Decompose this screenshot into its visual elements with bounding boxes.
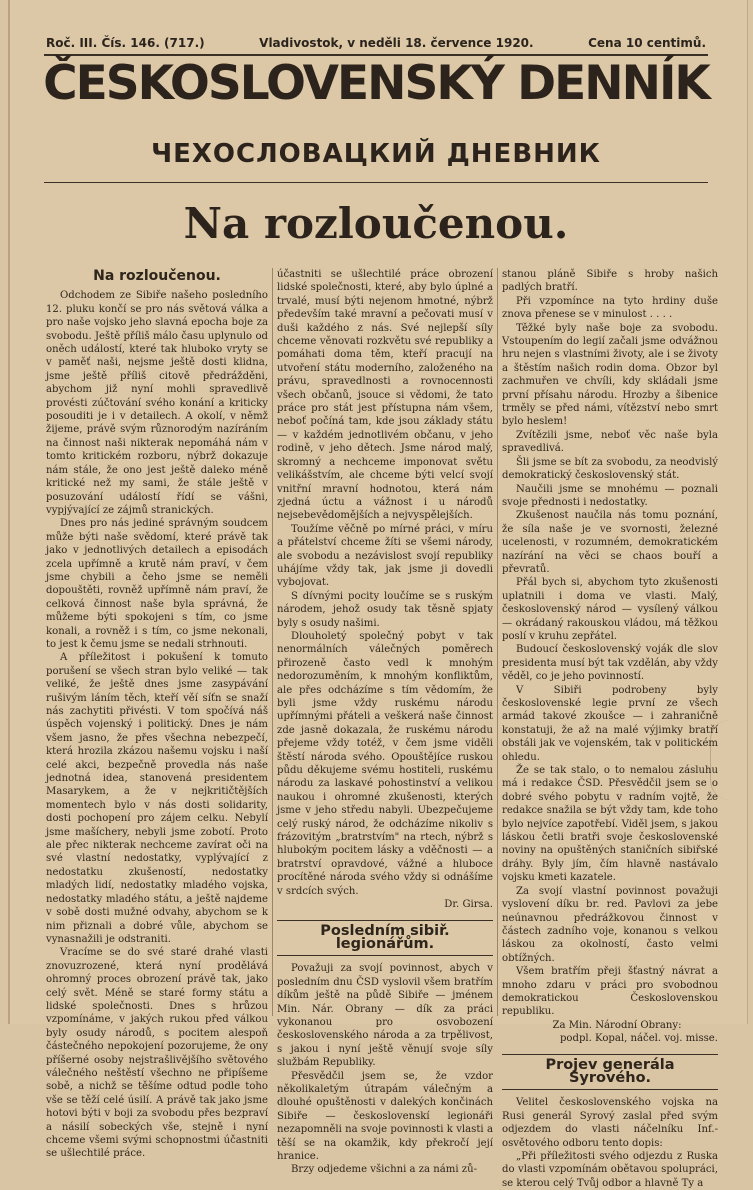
paragraph: Přesvědčil jsem se, že vzdor několikaletým útrapám válečným a dlouhé opuštěnosti v dalekých končinách Sibiře — československí legionáři nezapomněli na svoje povinnosti k vlasti a těší se na okamžik, kdy překročí její hranice. <box>277 1070 493 1162</box>
paragraph: Zvítězili jsme, neboť věc naše byla spravedlivá. <box>502 429 718 455</box>
paragraph: Zkušenost naučila nás tomu poznání, že síla naše je ve svornosti, železné ucelenosti, v rozumném, demokratickém nazírání na věci se chaos bouří a převratů. <box>502 510 718 575</box>
column-divider <box>272 268 273 1016</box>
newspaper-title: ČESKOSLOVENSKÝ DENNÍK <box>43 56 709 111</box>
paragraph: Těžké byly naše boje za svobodu. Vstoupením do legií začali jsme odvážnou hru nejen s vlastními životy, ale i se životy a štěstím našich rodin doma. Obzor byl zachmuřen ve chvíli, kdy skládali jsme první přísahu národu. Hrozby a šibenice trměly se před námi, vítězství nebo smrt bylo heslem! <box>502 322 718 428</box>
paragraph: Budoucí československý voják dle slov presidenta musí být tak vzdělán, aby vždy věděl, co je jeho povinností. <box>502 644 718 683</box>
paragraph: Při vzpomínce na tyto hrdiny duše znova přenese se v minulost . . . . <box>502 295 718 321</box>
paragraph: Velitel československého vojska na Rusi generál Syrový zaslal před svým odjezdem do vlasti náčelníku Inf.-osvětového odboru tento dopis: <box>502 1097 718 1149</box>
signature-line: Za Min. Národní Obrany: <box>552 1019 682 1031</box>
paragraph: Odchodem ze Sibiře našeho posledního 12. pluku končí se pro nás světová válka a pro naše vojsko jeho slavná epocha boje za svobodu. Ještě příliš málo času uplynulo od oněch událostí, které tak hluboko vryty se v paměť naši, nejsme ještě dosti klidna, jsme ještě příliš citově předrážděni, abychom již nyní mohli spravedlivě provésti zúčtování svého konání a kriticky posouditi je i v detailech. A okolí, v němž žijeme, právě svým různorodým nazíráním na činnost naši nikterak nepomáhá nám v tomto kritickém rozboru, nýbrž dokazuje nám stále, že ono jest ještě daleko méně kritické než my sami, že stále ještě v posuzování událostí řídí se vášni, vypjývající ze zájmů stranických. <box>46 290 268 516</box>
paragraph: Toužíme věčně po mírné práci, v míru a přátelství chceme žíti se všemi národy, ale svobodu a nezávislost svojí republiky uhájíme vždy tak, jak jsme ji dovedli vybojovat. <box>277 523 493 589</box>
masthead-line <box>46 34 706 52</box>
title-rule <box>44 182 708 183</box>
newspaper-subtitle: ЧЕХОСЛОВАЦКИЙ ДНЕВНИК <box>151 139 601 169</box>
paragraph: Brzy odjedeme všichni a za námi zů- <box>291 1164 478 1176</box>
paragraph: S dívnými pocity loučíme se s ruským národem, jehož osudy tak těsně spjaty byly s osudy našimi. <box>277 590 493 629</box>
section-box <box>277 920 493 957</box>
article-column-1 <box>46 268 268 1160</box>
paragraph: Vracíme se do své staré drahé vlasti znovuzrozené, která nyní prodělává ohromný proces obrození právě tak, jako celý svět. Méně se staré formy státu a lidské společnosti. Dnes s hrůzou vzpomínáme, v jakých rukou před válkou byly osudy národů, s pocitem alespoň částečného nepokojení pozorujeme, že ony příšerné osoby nejstrašlivějšího světového válečného neštěstí všechno ne připíšeme sobě, a nichž se těšíme odtud podle toho vše se těží celé úsilí. A právě tak jako jsme hotovi býti v boji za svobodu přes bezpraví a násilí sobeckých vše, stejně i nyní chceme všemi svými schopnostmi účastniti se ušlechtilé práce. <box>46 947 268 1160</box>
paragraph: A příležitost i pokušení k tomuto porušení se všech stran bylo veliké — tak veliké, že ještě dnes jsme zasypávání rušivým láním těch, kteří věí síťn se snaží nás zachytiti přivésti. V tom spočívá náš úspěch vojenský i politický. Dnes je nám všem jasno, že přes všechna nebezpečí, která hrozila zkázou našemu vojsku i naší celé akci, bezpečně provedla nás naše jednotná idea, stanovená presidentem Masarykem, a že v nejkritičtějších momentech bylo v nás dosti solidarity, dosti pochopení pro zájem celku. Nebylí jsme mašíchery, nebyli jsme zobotí. Proto ale přec nikterak nechceme zavírat oči na své vlastní nedostatky, vyplývající z nedostatku zkušeností, nedostatky mladých lidí, nedostatky mladého vojska, nedostatky mladého státu, a ještě najdeme v sobě dosti mužné odvahy, abychom se k nim přiznali a dobré vůle, abychom se vynasnažili je odstraniti. <box>46 652 268 945</box>
paragraph: Šli jsme se bít za svobodu, za neodvislý demokratický československý stát. <box>502 456 718 482</box>
place-date: Vladivostok, v neděli 18. července 1920. <box>259 36 534 50</box>
paragraph: Za svojí vlastní povinnost považuji vyslovení díku br. red. Pavlovi za jebe neúnavnou předrážkovou činnost v částech zadního voje, konanou s velkou láskou za okolností, často velmi obtížných. <box>502 885 718 964</box>
section-heading: Projev generála Syrového. <box>545 1056 675 1086</box>
paragraph: Považuji za svojí povinnost, abych v posledním dnu ČSD vyslovil všem bratřím díkům ještě na půdě Sibiře — jménem Min. Nár. Obrany — dík za práci vykonanou pro osvobození československého národa a za trpělivost, s jakou i nyní ještě věnují svoje síly službám Republiky. <box>277 963 493 1069</box>
column-divider <box>497 268 498 1016</box>
paragraph: „Při příležitosti svého odjezdu z Ruska do vlasti vzpomínám obětavou spolupráci, se kterou celý Tvůj odbor a hlavně Ty a <box>502 1151 718 1189</box>
paragraph: V Sibiři podrobeny byly československé legie první ze všech armád takové zkoušce — i zahraničně konstatuji, že až na malé výjimky bratří obstáli jak ve vojenském, tak v politickém ohledu. <box>502 684 718 763</box>
article-heading: Na rozloučenou. <box>93 268 221 284</box>
paragraph: stanou pláně Sibiře s hroby našich padlých bratří. <box>502 269 718 294</box>
paragraph: Všem bratřím přeji šťastný návrat a mnoho zdaru v práci pro svobodnou demokratickou Československou republiku. <box>502 966 718 1018</box>
main-headline: Na rozloučenou. <box>183 199 569 248</box>
section-heading: Posledním sibiř. legionářům. <box>320 922 450 952</box>
signature: Dr. Girsa. <box>444 899 493 911</box>
paragraph: Že se tak stalo, o to nemalou zásluhu má i redakce ČSD. Přesvědčil jsem se o dobré svého pobytu v radním vojtě, že redakce snažila se být vždy tam, kde toho bylo nejvíce zapotřebí. Viděl jsem, s jakou láskou četli bratři svoje československé noviny na opuštěných staničních sibiřské dráhy. Byly jím, čím hlavně nastávalo vojsku kmeti kazatele. <box>502 765 718 884</box>
paragraph: Naučili jsme se mnohému — poznali svoje přednosti i nedostatky. <box>502 483 718 508</box>
paragraph: Dnes pro nás jediné správným soudcem může býti naše svědomí, které právě tak jako v jednotlivých detailech a episodách zcela upřímně a krutě nám praví, v čem jsme chybili a čeho jsme se neměli dopouštěti, rovněž upřímně nám praví, že celková činnost naše byla správná, že můžeme býti spokojeni s tím, co jsme konali, a rovněž i s tím, co jsme nekonali, to jest k čemu jsme se nedali strhnouti. <box>46 518 268 650</box>
article-column-3 <box>502 268 718 1189</box>
paragraph: Dlouholetý společný pobyt v tak nenormálních válečných poměrech přirozeně často vedl k mnohým nedorozuměním, k mnohým konfliktům, ale přes odcházíme s tím vědomím, že byli jsme vždy ruskému národu upřímnými přáteli a veškerá naše činnost zde jasně dokazala, že ruskému národu přejeme vždy totéž, v čem jsme viděli štěstí národa svého. Opouštějíce ruskou půdu děkujeme svému hostiteli, ruskému národu za laskavé pohostinství a velikou naukou i ohromné zkušenosti, kterých jsme v jeho středu nabyli. Ubezpečujeme celý ruský národ, že odcházíme nikoliv s frázovitým „bratrstvím" na rtech, nýbrž s hlubokým pocitem lásky a vděčnosti — a bratrství opravdové, vážné a hluboce procítěné národa svého vždy si odnášíme v srdcích svých. <box>277 630 493 897</box>
price: Cena 10 centimů. <box>588 36 706 50</box>
issue-number: Roč. III. Čís. 146. (717.) <box>46 36 205 50</box>
article-column-2 <box>277 268 493 1176</box>
paragraph: účastniti se ušlechtilé práce obrození lidské společnosti, které, aby bylo úplné a trvalé, musí býti nejenom hmotné, nýbrž především také mravní a pečovati musí v duši každého z nás. Své nejlepší síly chceme věnovati rozkvětu své republiky a pomáhati doma těm, kteří pracují na utvoření státu moderního, založeného na právu, spravedlnosti a rovnocennosti všech občanů, jsouce si vědomi, že tato práce pro stát jest přístupna nám všem, neboť počíná tam, kde jsou základy státu — v každém jednotlivém občanu, v jeho rodině, v jeho dětech. Jsme národ malý, skromný a nechceme imponovat světu velikášstvím, ale chceme býti velcí svojí vnitřní mravní hodnotou, která nám zjedná úctu a vážnost i u národů nejsebevědomějších a nejvyspělejších. <box>277 269 493 522</box>
section-box <box>502 1054 718 1091</box>
paragraph: Přál bych si, abychom tyto zkušenosti uplatnili i doma ve vlasti. Malý, československý národ — vysílený válkou — okrádaný rakouskou vládou, má těžkou poslí v kruhu zepřátel. <box>502 577 718 642</box>
signature: podpl. Kopal, náčel. voj. misse. <box>559 1033 718 1045</box>
